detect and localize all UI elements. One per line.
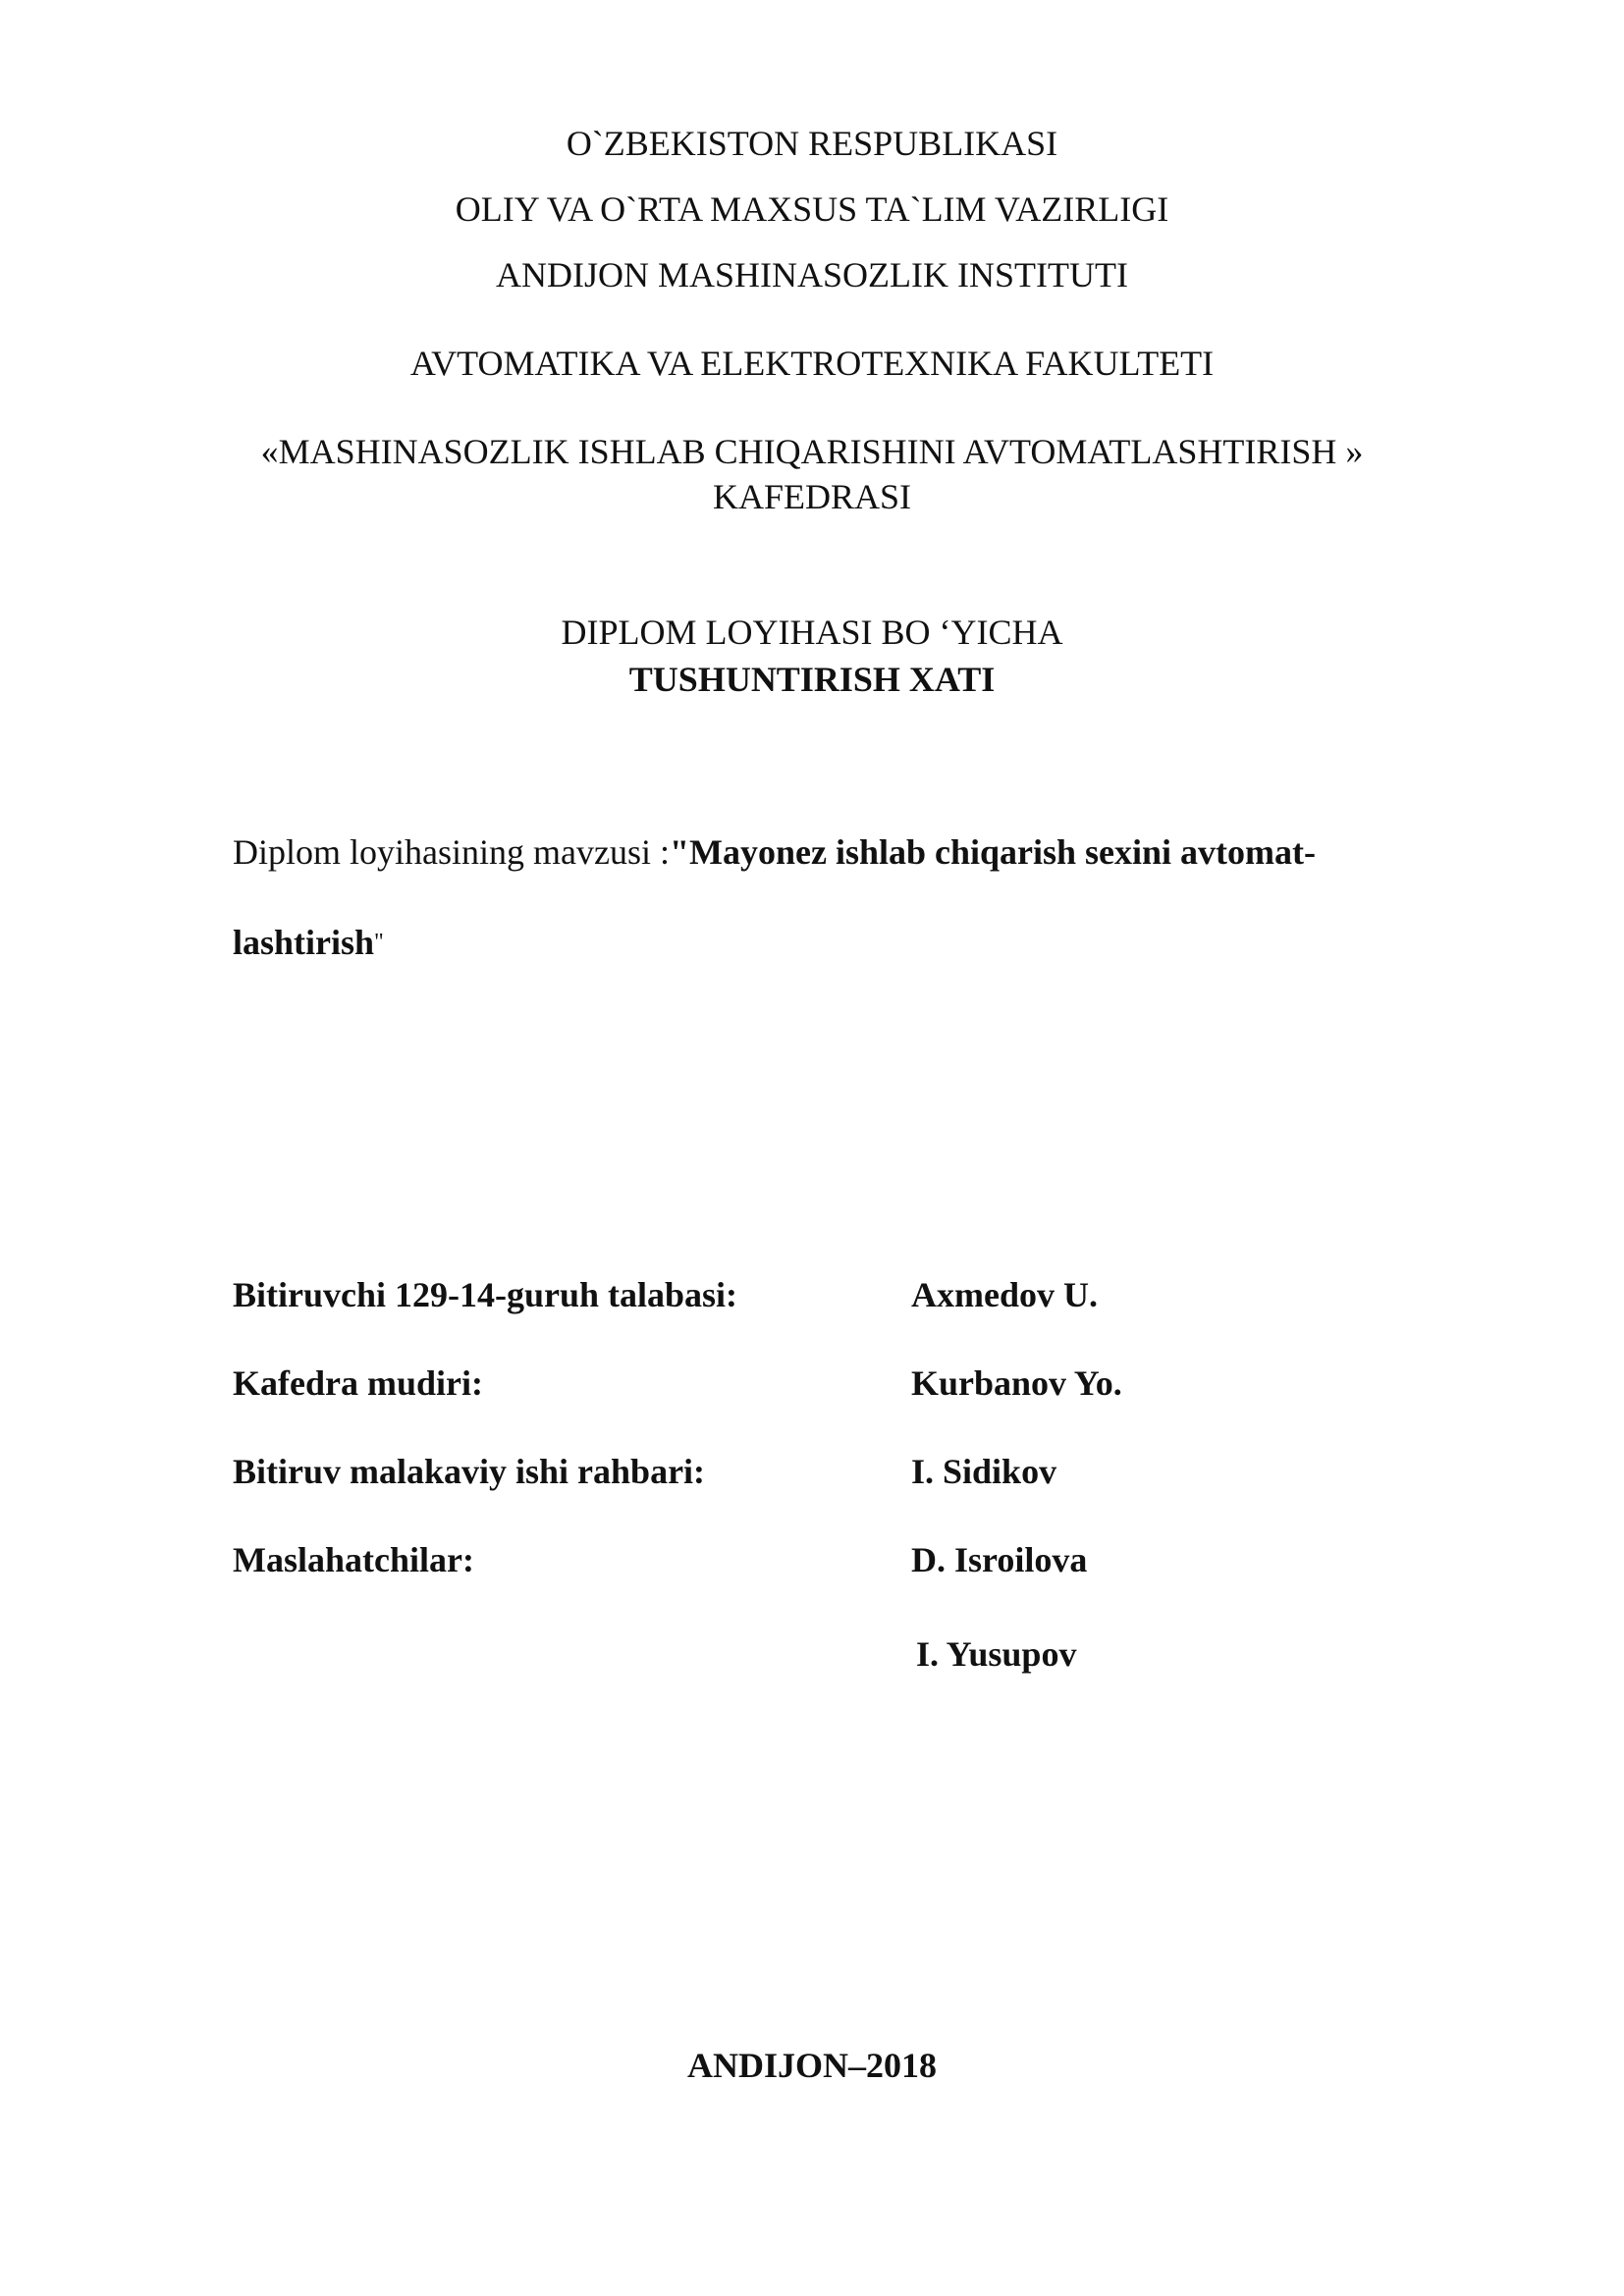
place-year: ANDIJON–2018 xyxy=(686,2046,937,2085)
document-title: TUSHUNTIRISH XATI xyxy=(628,660,996,699)
faculty-heading: AVTOMATIKA VA ELEKTROTEXNIKA FAKULTETI xyxy=(409,344,1215,383)
institute-heading: ANDIJON MASHINASOZLIK INSTITUTI xyxy=(496,255,1128,294)
role-name-consultant-2: I. Yusupov xyxy=(916,1634,1077,1674)
department-heading: «MASHINASOZLIK ISHLAB CHIQARISHINI AVTOMATLASHTIRISH » xyxy=(260,432,1364,471)
topic-line-continued xyxy=(233,921,384,964)
role-name-supervisor: I. Sidikov xyxy=(911,1452,1057,1491)
topic-label: Diplom loyihasining mavzusi : xyxy=(233,832,670,872)
role-label-head: Kafedra mudiri: xyxy=(233,1363,483,1403)
role-label-consultants: Maslahatchilar: xyxy=(233,1540,474,1579)
role-label-student: Bitiruvchi 129-14-guruh talabasi: xyxy=(233,1275,738,1314)
department-suffix: KAFEDRASI xyxy=(712,477,912,516)
role-label-supervisor: Bitiruv malakaviy ishi rahbari: xyxy=(233,1452,706,1491)
ministry-heading: OLIY VA O`RTA MAXSUS TA`LIM VAZIRLIGI xyxy=(455,189,1169,229)
country-heading: O`ZBEKISTON RESPUBLIKASI xyxy=(566,124,1058,163)
topic-line xyxy=(233,830,1316,874)
role-name-student: Axmedov U. xyxy=(911,1275,1098,1314)
role-name-head: Kurbanov Yo. xyxy=(911,1363,1122,1403)
topic-open-quote: " xyxy=(669,832,689,872)
role-name-consultant-1: D. Isroilova xyxy=(911,1540,1088,1579)
document-type: DIPLOM LOYIHASI BO ‘YICHA xyxy=(561,613,1063,652)
topic-close-quote: " xyxy=(374,930,384,955)
topic-title-part2: lashtirish xyxy=(233,923,375,962)
topic-title-part1: Mayonez ishlab chiqarish sexini avtomat- xyxy=(688,832,1316,872)
